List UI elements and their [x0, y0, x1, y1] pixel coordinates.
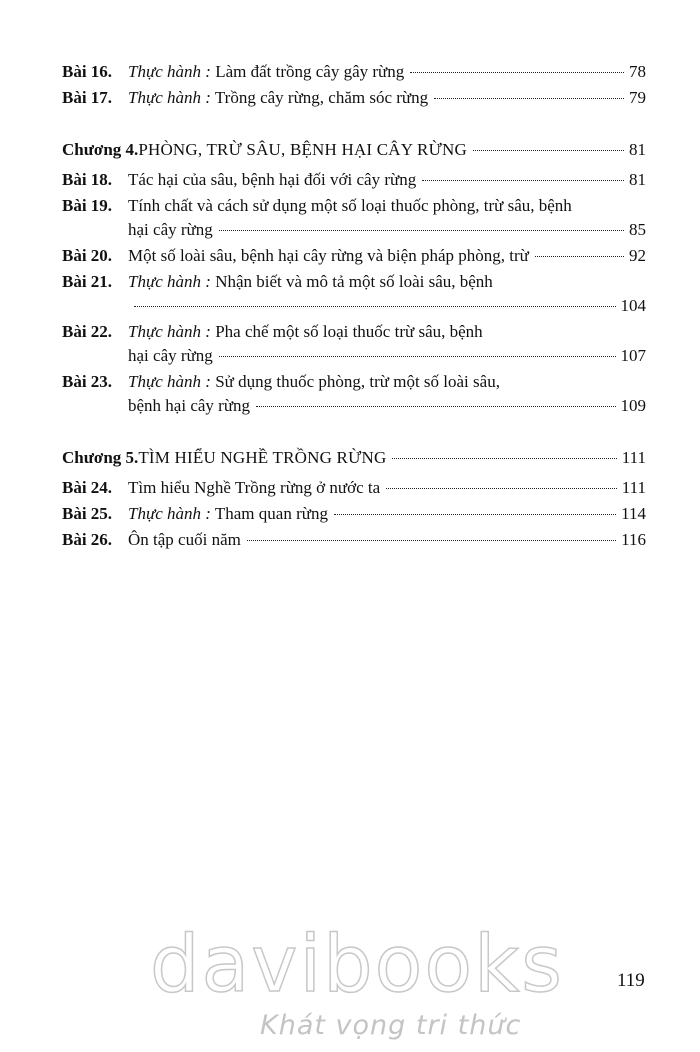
- dot-leader: [392, 457, 616, 459]
- toc-section: [62, 138, 646, 418]
- dot-leader: [434, 97, 624, 99]
- toc-entry[interactable]: [62, 168, 646, 192]
- lesson-label: Bài 20.: [62, 246, 113, 265]
- toc-section: [62, 446, 646, 552]
- entry-last-line: [128, 244, 646, 268]
- entry-title-text: Trồng cây rừng, chăm sóc rừng: [210, 88, 429, 107]
- entry-last-line: [128, 394, 646, 418]
- entry-page: 111: [621, 478, 646, 497]
- chapter-heading[interactable]: [62, 138, 646, 162]
- table-of-contents: [62, 60, 646, 552]
- entry-page: 107: [620, 346, 646, 365]
- lesson-label: Bài 19.: [62, 196, 113, 215]
- entry-body: [128, 270, 646, 318]
- entry-title-text: Làm đất trồng cây gây rừng: [210, 62, 405, 81]
- toc-entry[interactable]: [62, 244, 646, 268]
- entry-last-line: [128, 528, 646, 552]
- entry-prefix: Thực hành :: [128, 372, 211, 391]
- lesson-label: Bài 23.: [62, 372, 113, 391]
- entry-body: [128, 60, 646, 84]
- entry-page: 78: [629, 62, 646, 81]
- chapter-label: Chương 5.: [62, 448, 139, 467]
- dot-leader: [535, 255, 624, 257]
- dot-leader: [247, 539, 616, 541]
- entry-title-text: hại cây rừng: [128, 346, 213, 365]
- chapter-title: PHÒNG, TRỪ SÂU, BỆNH HẠI CÂY RỪNG: [138, 140, 467, 159]
- dot-leader: [410, 71, 624, 73]
- dot-leader: [134, 305, 616, 307]
- entry-last-line: [128, 218, 646, 242]
- watermark-logo: davibooks: [150, 920, 564, 1010]
- entry-title: [128, 86, 428, 110]
- entry-body: [128, 244, 646, 268]
- entry-page: 85: [629, 220, 646, 239]
- chapter-page: 81: [629, 140, 646, 159]
- entry-title-text: Tính chất và cách sử dụng một số loại thuốc phòng, trừ sâu, bệnh: [128, 196, 572, 215]
- lesson-label: Bài 21.: [62, 272, 113, 291]
- entry-last-line: [128, 344, 646, 368]
- dot-leader: [386, 487, 617, 489]
- entry-title-text: Pha chế một số loại thuốc trừ sâu, bệnh: [210, 322, 483, 341]
- chapter-page: 111: [621, 448, 646, 467]
- dot-leader: [256, 405, 615, 407]
- entry-title-text: Nhận biết và mô tả một số loài sâu, bệnh: [210, 272, 493, 291]
- entry-body: [128, 86, 646, 110]
- toc-entry[interactable]: [62, 270, 646, 318]
- entry-page: 92: [629, 246, 646, 265]
- entry-prefix: Thực hành :: [128, 88, 211, 107]
- toc-entry[interactable]: [62, 194, 646, 242]
- entry-body: [128, 528, 646, 552]
- lesson-label: Bài 25.: [62, 504, 113, 523]
- entry-body: [128, 320, 646, 368]
- page-number: 119: [617, 970, 645, 991]
- entry-title-text: Sử dụng thuốc phòng, trừ một số loài sâu,: [210, 372, 500, 391]
- entry-page: 114: [621, 504, 646, 523]
- entry-page: 109: [620, 396, 646, 415]
- entry-title-line: [128, 270, 646, 294]
- entry-page: 116: [621, 530, 646, 549]
- dot-leader: [219, 229, 624, 231]
- entry-page: 104: [620, 296, 646, 315]
- entry-title-text: hại cây rừng: [128, 220, 213, 239]
- entry-title-text: Tìm hiểu Nghề Trồng rừng ở nước ta: [128, 478, 381, 497]
- dot-leader: [334, 513, 616, 515]
- chapter-label: Chương 4.: [62, 140, 139, 159]
- entry-last-line: [128, 294, 646, 318]
- entry-last-line: [128, 60, 646, 84]
- entry-title-line: [128, 194, 646, 218]
- entry-prefix: Thực hành :: [128, 62, 211, 81]
- dot-leader: [473, 149, 624, 151]
- entry-title: [128, 394, 250, 418]
- entry-prefix: Thực hành :: [128, 322, 211, 341]
- entry-title: [128, 218, 213, 242]
- entry-title-text: Tham quan rừng: [210, 504, 328, 523]
- toc-entry[interactable]: [62, 370, 646, 418]
- watermark-tagline: Khát vọng tri thức: [260, 1010, 522, 1041]
- entry-title: [128, 502, 328, 526]
- entry-body: [128, 370, 646, 418]
- entry-page: 81: [629, 170, 646, 189]
- toc-entry[interactable]: [62, 320, 646, 368]
- chapter-title: TÌM HIỂU NGHỀ TRỒNG RỪNG: [138, 448, 387, 467]
- lesson-label: Bài 16.: [62, 62, 113, 81]
- toc-entry[interactable]: [62, 60, 646, 84]
- entry-prefix: Thực hành :: [128, 272, 211, 291]
- entry-title: [128, 168, 416, 192]
- lesson-label: Bài 22.: [62, 322, 113, 341]
- entry-body: [128, 476, 646, 500]
- entry-title-line: [128, 370, 646, 394]
- toc-section: [62, 60, 646, 110]
- toc-entry[interactable]: [62, 528, 646, 552]
- toc-entry[interactable]: [62, 476, 646, 500]
- lesson-label: Bài 26.: [62, 530, 113, 549]
- entry-title: [128, 244, 529, 268]
- entry-title-text: Tác hại của sâu, bệnh hại đối với cây rừng: [128, 170, 417, 189]
- entry-title: [128, 476, 380, 500]
- toc-entry[interactable]: [62, 502, 646, 526]
- chapter-heading[interactable]: [62, 446, 646, 470]
- entry-title: [128, 60, 404, 84]
- entry-last-line: [128, 86, 646, 110]
- entry-prefix: Thực hành :: [128, 504, 211, 523]
- entry-title-text: Một số loài sâu, bệnh hại cây rừng và biện pháp phòng, trừ: [128, 246, 529, 265]
- entry-title-text: Ôn tập cuối năm: [128, 530, 241, 549]
- entry-body: [128, 168, 646, 192]
- entry-last-line: [128, 502, 646, 526]
- toc-entry[interactable]: [62, 86, 646, 110]
- lesson-label: Bài 24.: [62, 478, 113, 497]
- entry-body: [128, 194, 646, 242]
- entry-last-line: [128, 476, 646, 500]
- dot-leader: [219, 355, 616, 357]
- entry-title: [128, 528, 241, 552]
- entry-body: [128, 502, 646, 526]
- entry-title-line: [128, 320, 646, 344]
- dot-leader: [422, 179, 624, 181]
- entry-title: [128, 344, 213, 368]
- lesson-label: Bài 17.: [62, 88, 113, 107]
- entry-page: 79: [629, 88, 646, 107]
- entry-title-text: bệnh hại cây rừng: [128, 396, 251, 415]
- lesson-label: Bài 18.: [62, 170, 113, 189]
- entry-last-line: [128, 168, 646, 192]
